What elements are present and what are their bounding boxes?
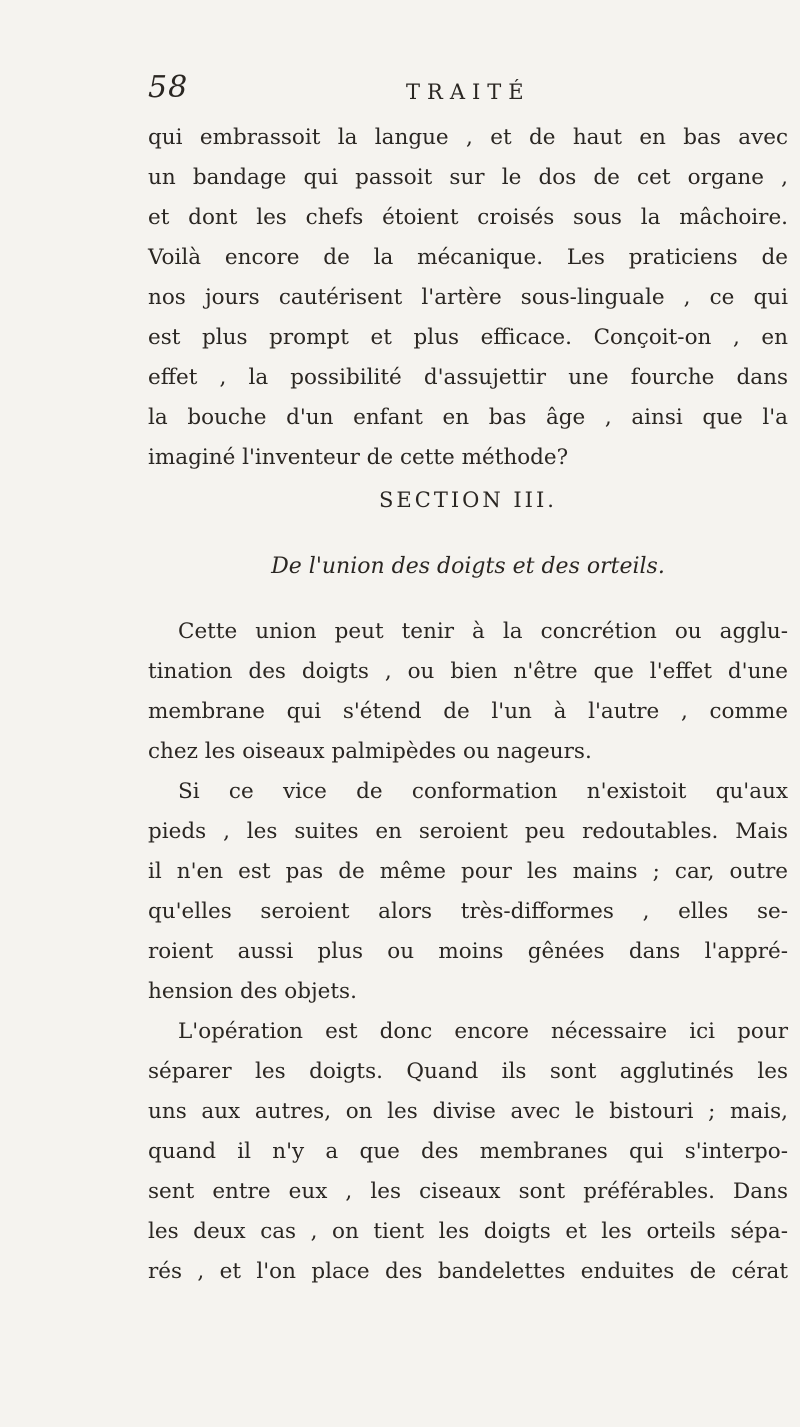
text-line: est plus prompt et plus efficace. Conçoit-on , en: [148, 325, 788, 350]
text-line: L'opération est donc encore nécessaire ici pour: [178, 1019, 788, 1044]
text-line: séparer les doigts. Quand ils sont agglutinés les: [148, 1059, 788, 1084]
page-number: 58: [148, 70, 189, 105]
text-line: qui embrassoit la langue , et de haut en bas avec: [148, 125, 788, 150]
text-line: uns aux autres, on les divise avec le bistouri ; mais,: [148, 1099, 788, 1124]
text-line: hension des objets.: [148, 979, 357, 1004]
text-line: un bandage qui passoit sur le dos de cet organe ,: [148, 165, 788, 190]
section-body: [148, 612, 788, 1292]
section-heading: SECTION III.: [379, 488, 557, 512]
section-subtitle: De l'union des doigts et des orteils.: [271, 554, 665, 579]
text-line: effet , la possibilité d'assujettir une fourche dans: [148, 365, 788, 390]
page-header: [148, 70, 768, 110]
text-line: nos jours cautérisent l'artère sous-linguale , ce qui: [148, 285, 788, 310]
text-line: quand il n'y a que des membranes qui s'interpo-: [148, 1139, 788, 1164]
text-line: Voilà encore de la mécanique. Les praticiens de: [148, 245, 788, 270]
text-line: et dont les chefs étoient croisés sous la mâchoire.: [148, 205, 788, 230]
text-line: rés , et l'on place des bandelettes enduites de cérat: [148, 1259, 788, 1284]
text-line: Si ce vice de conformation n'existoit qu'aux: [178, 779, 788, 804]
text-line: chez les oiseaux palmipèdes ou nageurs.: [148, 739, 592, 764]
text-line: il n'en est pas de même pour les mains ; car, outre: [148, 859, 788, 884]
text-line: Cette union peut tenir à la concrétion ou agglu-: [178, 619, 788, 644]
paragraph-continued: [148, 118, 788, 478]
text-line: membrane qui s'étend de l'un à l'autre , comme: [148, 699, 788, 724]
text-line: la bouche d'un enfant en bas âge , ainsi que l'a: [148, 405, 788, 430]
text-line: sent entre eux , les ciseaux sont préférables. Dans: [148, 1179, 788, 1204]
text-line: les deux cas , on tient les doigts et les orteils sépa-: [148, 1219, 788, 1244]
text-line: imaginé l'inventeur de cette méthode?: [148, 445, 569, 470]
text-line: roient aussi plus ou moins gênées dans l'appré-: [148, 939, 788, 964]
text-line: qu'elles seroient alors très-difformes , elles se-: [148, 899, 788, 924]
text-line: tination des doigts , ou bien n'être que l'effet d'une: [148, 659, 788, 684]
running-head: TRAITÉ: [406, 80, 531, 104]
text-line: pieds , les suites en seroient peu redoutables. Mais: [148, 819, 788, 844]
